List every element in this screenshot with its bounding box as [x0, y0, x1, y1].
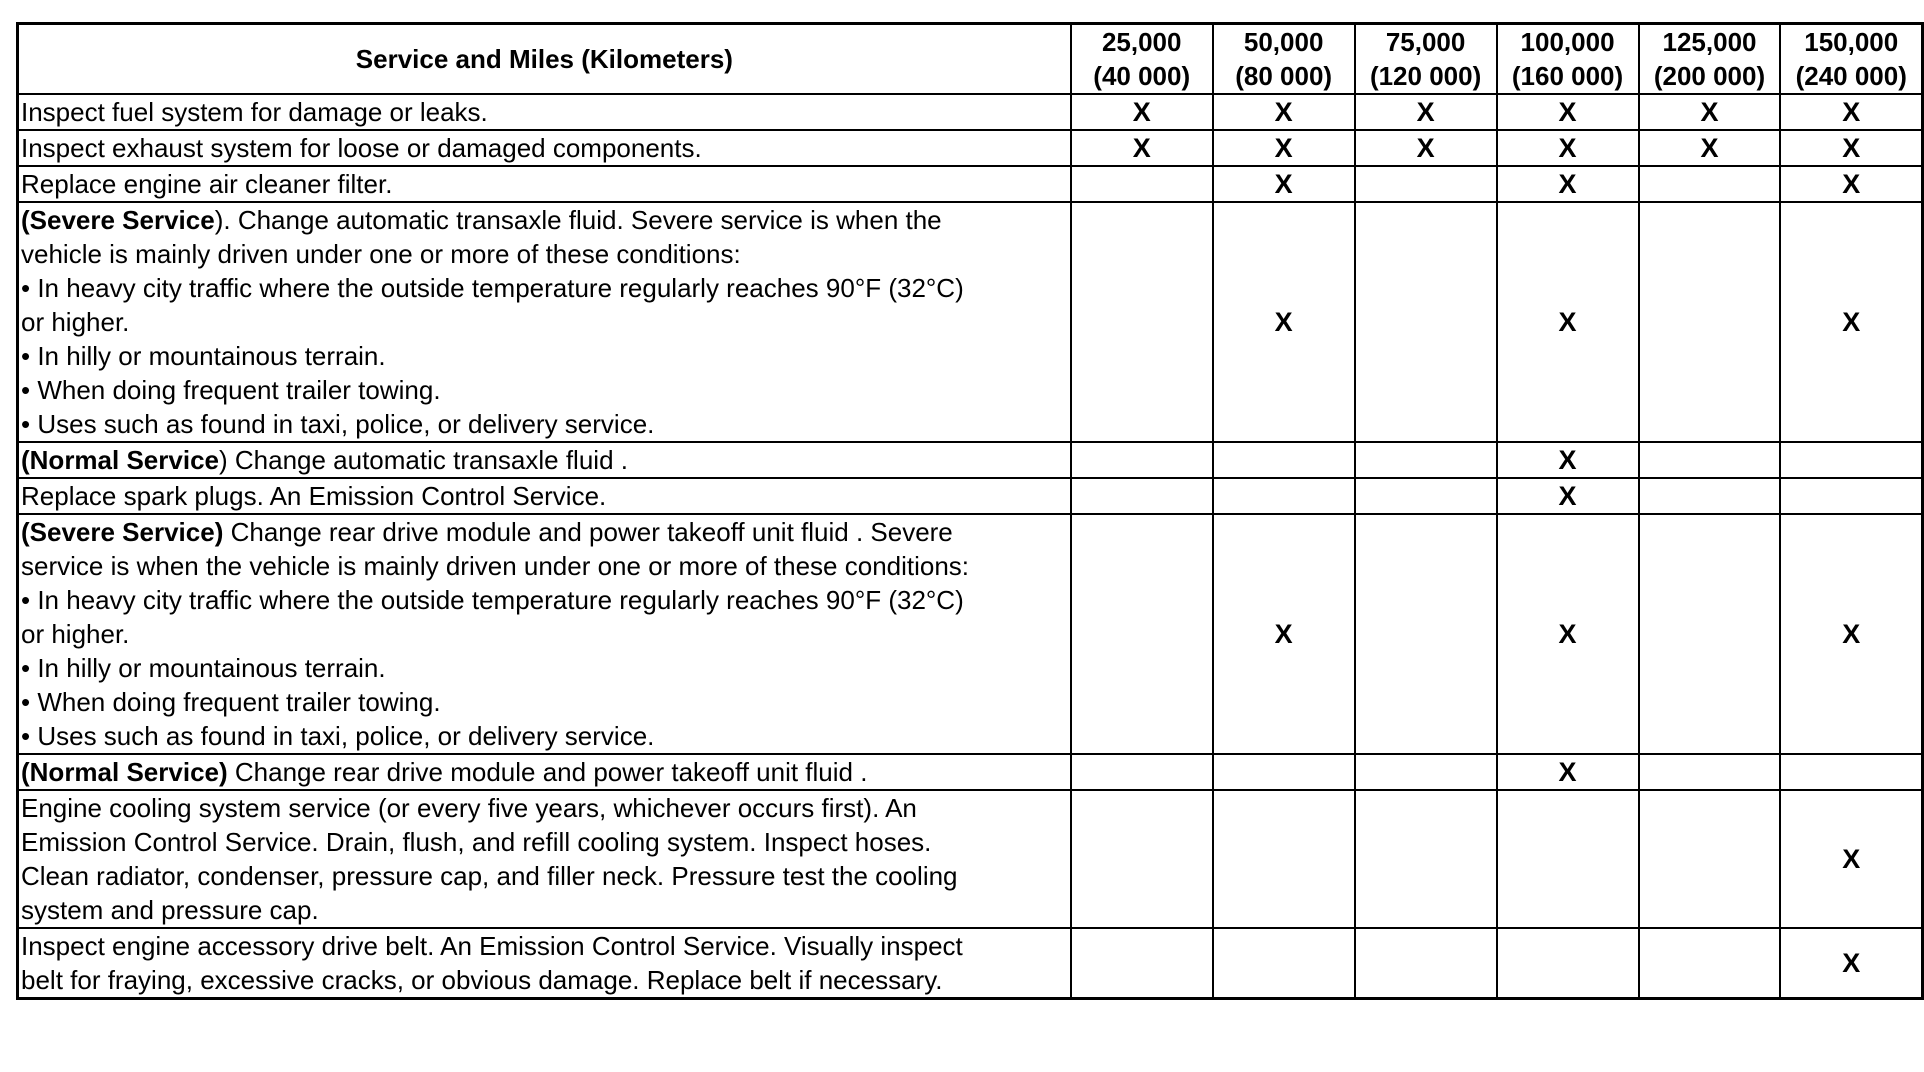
- description-line: [21, 271, 1066, 305]
- interval-mark-cell: [1355, 790, 1497, 928]
- interval-mark-cell: [1355, 478, 1497, 514]
- description-line: [21, 791, 1066, 825]
- interval-mark-cell: [1780, 478, 1922, 514]
- interval-mark-cell: [1639, 790, 1781, 928]
- interval-mark-cell: [1355, 202, 1497, 442]
- description-text: service is when the vehicle is mainly driven under one or more of these conditions:: [21, 551, 970, 581]
- interval-mark-cell: X: [1213, 202, 1355, 442]
- interval-mark-cell: X: [1780, 790, 1922, 928]
- service-description: [18, 928, 1071, 999]
- interval-mark-cell: [1639, 442, 1781, 478]
- interval-mark-cell: X: [1780, 928, 1922, 999]
- interval-mark-cell: X: [1780, 130, 1922, 166]
- interval-km: (200 000): [1653, 61, 1766, 91]
- maintenance-schedule-table: [16, 22, 1924, 1000]
- description-text: ). Change automatic transaxle fluid. Severe service is when the: [214, 205, 942, 235]
- description-text: Replace engine air cleaner filter.: [21, 169, 393, 199]
- interval-mark-cell: X: [1497, 202, 1639, 442]
- description-line: [21, 549, 1066, 583]
- service-row-normal-transaxle-fluid: [18, 442, 1923, 478]
- description-text: or higher.: [21, 307, 130, 337]
- service-description: [18, 442, 1071, 478]
- interval-mark-cell: X: [1355, 130, 1497, 166]
- interval-mark-cell: [1071, 478, 1213, 514]
- description-text: Replace spark plugs. An Emission Control Service.: [21, 481, 607, 511]
- description-line: [21, 859, 1066, 893]
- interval-mark-cell: [1497, 790, 1639, 928]
- description-line: [21, 131, 1066, 165]
- interval-mark-cell: X: [1497, 94, 1639, 130]
- description-line: [21, 373, 1066, 407]
- interval-mark-cell: [1213, 478, 1355, 514]
- service-type-label: (Severe Service: [21, 205, 215, 235]
- service-type-label: (Normal Service: [21, 445, 219, 475]
- interval-mark-cell: [1780, 754, 1922, 790]
- description-line: [21, 95, 1066, 129]
- interval-mark-cell: [1213, 790, 1355, 928]
- description-line: [21, 479, 1066, 513]
- description-text: • In heavy city traffic where the outside temperature regularly reaches 90°F (32°C): [21, 273, 964, 303]
- interval-mark-cell: [1071, 442, 1213, 478]
- service-description: [18, 790, 1071, 928]
- interval-mark-cell: X: [1497, 442, 1639, 478]
- interval-mark-cell: X: [1780, 166, 1922, 202]
- interval-miles: 150,000: [1804, 27, 1899, 57]
- interval-mark-cell: [1639, 514, 1781, 754]
- interval-mark-cell: [1639, 478, 1781, 514]
- service-row-inspect-exhaust-system: [18, 130, 1923, 166]
- interval-mark-cell: [1639, 166, 1781, 202]
- interval-mark-cell: X: [1497, 130, 1639, 166]
- description-text: Clean radiator, condenser, pressure cap, and filler neck. Pressure test the cooling: [21, 861, 958, 891]
- interval-mark-cell: [1071, 928, 1213, 999]
- description-line: [21, 443, 1066, 477]
- interval-header: [1497, 24, 1639, 95]
- service-row-inspect-drive-belt: [18, 928, 1923, 999]
- service-description: [18, 94, 1071, 130]
- interval-mark-cell: [1639, 754, 1781, 790]
- interval-miles: 125,000: [1662, 27, 1757, 57]
- interval-mark-cell: X: [1071, 94, 1213, 130]
- interval-mark-cell: [1071, 790, 1213, 928]
- description-text: • In hilly or mountainous terrain.: [21, 653, 386, 683]
- interval-mark-cell: X: [1497, 754, 1639, 790]
- interval-header: [1355, 24, 1497, 95]
- interval-mark-cell: X: [1497, 478, 1639, 514]
- interval-mark-cell: [1355, 928, 1497, 999]
- service-description: [18, 202, 1071, 442]
- description-line: [21, 929, 1066, 963]
- description-text: • When doing frequent trailer towing.: [21, 687, 441, 717]
- description-line: [21, 237, 1066, 271]
- description-line: [21, 617, 1066, 651]
- description-text: or higher.: [21, 619, 130, 649]
- description-text: Change rear drive module and power takeoff unit fluid . Severe: [223, 517, 953, 547]
- interval-miles: 25,000: [1101, 27, 1182, 57]
- interval-mark-cell: X: [1497, 514, 1639, 754]
- description-text: • In heavy city traffic where the outside temperature regularly reaches 90°F (32°C): [21, 585, 964, 615]
- description-line: [21, 719, 1066, 753]
- header-row: [18, 24, 1923, 95]
- description-text: belt for fraying, excessive cracks, or obvious damage. Replace belt if necessary.: [21, 965, 943, 995]
- description-text: Inspect exhaust system for loose or damaged components.: [21, 133, 702, 163]
- interval-km: (240 000): [1795, 61, 1907, 91]
- interval-mark-cell: X: [1213, 514, 1355, 754]
- service-description: [18, 754, 1071, 790]
- service-title-header: Service and Miles (Kilometers): [18, 24, 1071, 95]
- interval-mark-cell: [1355, 442, 1497, 478]
- service-row-severe-rear-drive-fluid: [18, 514, 1923, 754]
- description-line: [21, 305, 1066, 339]
- description-text: Change rear drive module and power takeoff unit fluid .: [227, 757, 868, 787]
- service-description: [18, 478, 1071, 514]
- interval-header: [1780, 24, 1922, 95]
- service-row-inspect-fuel-system: [18, 94, 1923, 130]
- interval-header: [1639, 24, 1781, 95]
- description-text: • In hilly or mountainous terrain.: [21, 341, 386, 371]
- description-text: • Uses such as found in taxi, police, or delivery service.: [21, 409, 655, 439]
- description-line: [21, 583, 1066, 617]
- description-line: [21, 339, 1066, 373]
- interval-mark-cell: [1213, 754, 1355, 790]
- service-type-label: (Severe Service): [21, 517, 224, 547]
- service-type-label: (Normal Service): [21, 757, 228, 787]
- interval-mark-cell: X: [1213, 130, 1355, 166]
- description-line: [21, 893, 1066, 927]
- interval-mark-cell: [1355, 166, 1497, 202]
- description-line: [21, 203, 1066, 237]
- interval-mark-cell: X: [1071, 130, 1213, 166]
- interval-mark-cell: [1213, 442, 1355, 478]
- interval-mark-cell: X: [1213, 94, 1355, 130]
- interval-mark-cell: [1355, 514, 1497, 754]
- interval-mark-cell: [1780, 442, 1922, 478]
- description-text: • When doing frequent trailer towing.: [21, 375, 441, 405]
- description-line: [21, 825, 1066, 859]
- service-row-engine-cooling-service: [18, 790, 1923, 928]
- description-line: [21, 167, 1066, 201]
- interval-miles: 75,000: [1385, 27, 1466, 57]
- interval-km: (80 000): [1235, 61, 1333, 91]
- interval-mark-cell: [1071, 166, 1213, 202]
- interval-mark-cell: X: [1355, 94, 1497, 130]
- description-text: Inspect engine accessory drive belt. An Emission Control Service. Visually inspect: [21, 931, 963, 961]
- service-description: [18, 514, 1071, 754]
- interval-km: (40 000): [1093, 61, 1191, 91]
- description-line: [21, 515, 1066, 549]
- description-line: [21, 407, 1066, 441]
- interval-header: [1213, 24, 1355, 95]
- description-line: [21, 685, 1066, 719]
- description-text: Engine cooling system service (or every five years, whichever occurs first). An: [21, 793, 917, 823]
- interval-mark-cell: X: [1780, 514, 1922, 754]
- interval-mark-cell: [1071, 754, 1213, 790]
- schedule-body: [18, 94, 1923, 999]
- description-line: [21, 755, 1066, 789]
- interval-km: (160 000): [1511, 61, 1624, 91]
- interval-header: [1071, 24, 1213, 95]
- service-description: [18, 166, 1071, 202]
- interval-mark-cell: [1639, 928, 1781, 999]
- interval-mark-cell: X: [1639, 130, 1781, 166]
- interval-km: (120 000): [1369, 61, 1482, 91]
- interval-mark-cell: [1213, 928, 1355, 999]
- interval-mark-cell: X: [1780, 94, 1922, 130]
- interval-mark-cell: [1639, 202, 1781, 442]
- service-row-replace-air-cleaner-filter: [18, 166, 1923, 202]
- description-text: ) Change automatic transaxle fluid .: [218, 445, 628, 475]
- interval-mark-cell: [1071, 514, 1213, 754]
- description-text: • Uses such as found in taxi, police, or delivery service.: [21, 721, 655, 751]
- description-text: vehicle is mainly driven under one or more of these conditions:: [21, 239, 741, 269]
- service-row-replace-spark-plugs: [18, 478, 1923, 514]
- interval-mark-cell: X: [1639, 94, 1781, 130]
- interval-mark-cell: X: [1780, 202, 1922, 442]
- description-text: Emission Control Service. Drain, flush, and refill cooling system. Inspect hoses.: [21, 827, 932, 857]
- interval-mark-cell: [1071, 202, 1213, 442]
- service-description: [18, 130, 1071, 166]
- interval-mark-cell: X: [1213, 166, 1355, 202]
- service-row-severe-transaxle-fluid: [18, 202, 1923, 442]
- description-line: [21, 651, 1066, 685]
- interval-miles: 100,000: [1520, 27, 1615, 57]
- service-row-normal-rear-drive-fluid: [18, 754, 1923, 790]
- description-line: [21, 963, 1066, 997]
- interval-mark-cell: [1497, 928, 1639, 999]
- interval-miles: 50,000: [1243, 27, 1324, 57]
- description-text: Inspect fuel system for damage or leaks.: [21, 97, 488, 127]
- interval-mark-cell: [1355, 754, 1497, 790]
- interval-mark-cell: X: [1497, 166, 1639, 202]
- description-text: system and pressure cap.: [21, 895, 319, 925]
